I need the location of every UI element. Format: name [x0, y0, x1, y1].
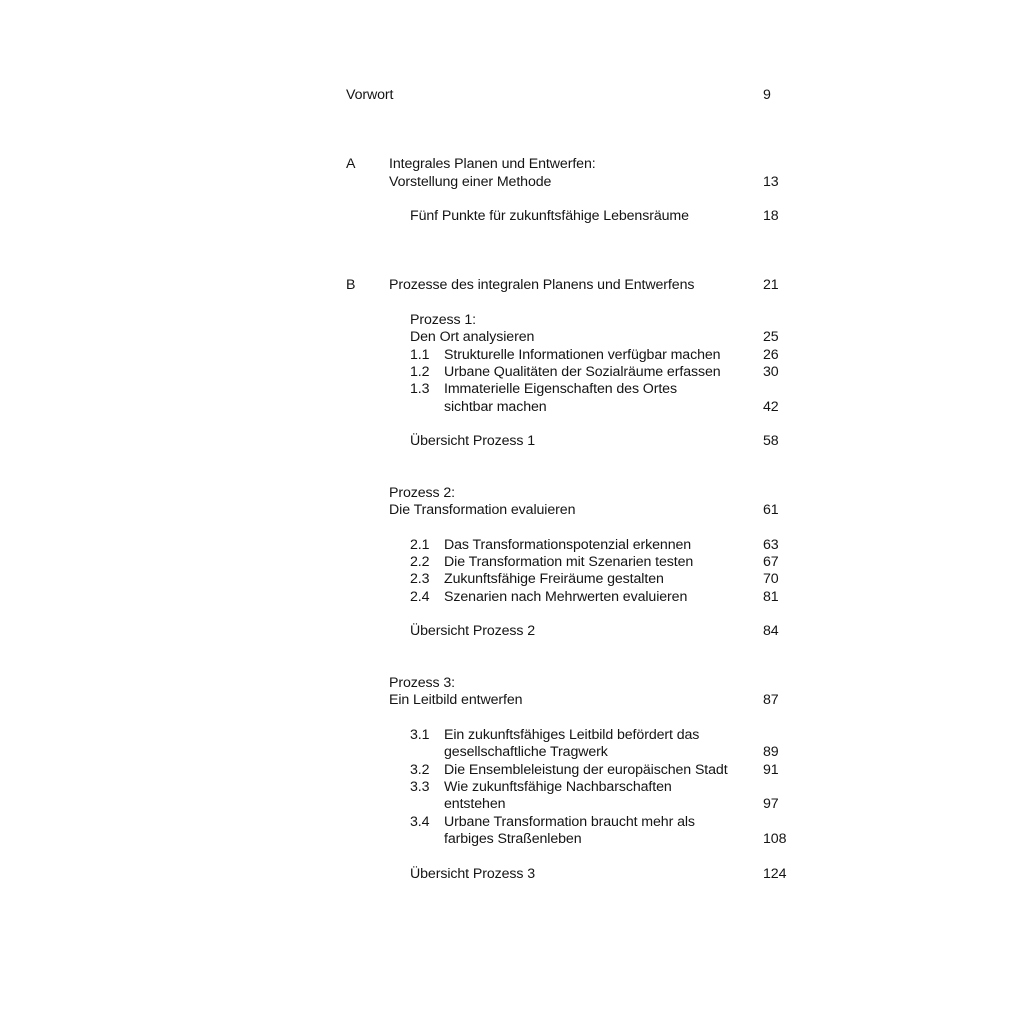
toc-item-page: 91	[763, 762, 779, 778]
toc-item-title: Die Ensembleleistung der europäischen Stadt	[444, 762, 728, 778]
toc-process3-overview-page: 124	[763, 866, 787, 882]
toc-process3-page: 87	[763, 692, 779, 708]
toc-item-number: 3.3	[410, 779, 430, 795]
toc-item-title: Zukunftsfähige Freiräume gestalten	[444, 571, 664, 587]
toc-part-b-title: Prozesse des integralen Planens und Entwerfens	[389, 277, 695, 293]
toc-item-number: 1.1	[410, 347, 430, 363]
toc-process2-page: 61	[763, 502, 779, 518]
toc-part-b-page: 21	[763, 277, 779, 293]
toc-part-a-page: 13	[763, 174, 779, 190]
toc-item-number: 2.4	[410, 589, 430, 605]
toc-process1-page: 25	[763, 329, 779, 345]
toc-item-page: 97	[763, 796, 779, 812]
toc-process3-title: Ein Leitbild entwerfen	[389, 692, 523, 708]
toc-item-title-line2: gesellschaftliche Tragwerk	[444, 744, 608, 760]
toc-part-a-title-line1: Integrales Planen und Entwerfen:	[389, 156, 596, 172]
toc-process2-heading: Prozess 2:	[389, 485, 456, 501]
toc-item-title: Szenarien nach Mehrwerten evaluieren	[444, 589, 688, 605]
toc-item-page: 30	[763, 364, 779, 380]
toc-item-page: 81	[763, 589, 779, 605]
toc-part-a-sub-title: Fünf Punkte für zukunftsfähige Lebensräume	[410, 208, 689, 224]
toc-item-number: 3.2	[410, 762, 430, 778]
toc-item-title: Das Transformationspotenzial erkennen	[444, 537, 692, 553]
toc-item-number: 3.4	[410, 814, 430, 830]
toc-vorwort-title: Vorwort	[346, 87, 394, 103]
toc-item-page: 89	[763, 744, 779, 760]
toc-item-title: Strukturelle Informationen verfügbar machen	[444, 347, 721, 363]
toc-item-page: 67	[763, 554, 779, 570]
toc-item-title: Urbane Transformation braucht mehr als	[444, 814, 695, 830]
toc-item-number: 3.1	[410, 727, 430, 743]
toc-part-a-sub-page: 18	[763, 208, 779, 224]
toc-item-page: 63	[763, 537, 779, 553]
toc-process1-title: Den Ort analysieren	[410, 329, 535, 345]
toc-process2-title: Die Transformation evaluieren	[389, 502, 576, 518]
toc-item-title: Urbane Qualitäten der Sozialräume erfassen	[444, 364, 721, 380]
toc-item-number: 2.1	[410, 537, 430, 553]
toc-item-page: 108	[763, 831, 787, 847]
toc-item-title-line2: farbiges Straßenleben	[444, 831, 582, 847]
toc-process3-heading: Prozess 3:	[389, 675, 456, 691]
toc-vorwort-page: 9	[763, 87, 771, 103]
toc-process1-overview-page: 58	[763, 433, 779, 449]
toc-item-title: Immaterielle Eigenschaften des Ortes	[444, 381, 677, 397]
toc-part-b-letter: B	[346, 277, 356, 293]
toc-process2-overview-page: 84	[763, 623, 779, 639]
toc-item-number: 2.2	[410, 554, 430, 570]
toc-part-a-title-line2: Vorstellung einer Methode	[389, 174, 552, 190]
toc-item-number: 1.2	[410, 364, 430, 380]
toc-item-page: 42	[763, 399, 779, 415]
toc-item-title: Ein zukunftsfähiges Leitbild befördert das	[444, 727, 700, 743]
toc-item-number: 1.3	[410, 381, 430, 397]
toc-process1-overview-title: Übersicht Prozess 1	[410, 433, 536, 449]
toc-item-number: 2.3	[410, 571, 430, 587]
toc-process3-overview-title: Übersicht Prozess 3	[410, 866, 536, 882]
toc-item-title-line2: entstehen	[444, 796, 506, 812]
toc-part-a-letter: A	[346, 156, 356, 172]
toc-process1-heading: Prozess 1:	[410, 312, 477, 328]
toc-item-title: Wie zukunftsfähige Nachbarschaften	[444, 779, 672, 795]
toc-item-page: 70	[763, 571, 779, 587]
toc-process2-overview-title: Übersicht Prozess 2	[410, 623, 536, 639]
toc-item-title-line2: sichtbar machen	[444, 399, 547, 415]
toc-item-title: Die Transformation mit Szenarien testen	[444, 554, 694, 570]
toc-item-page: 26	[763, 347, 779, 363]
